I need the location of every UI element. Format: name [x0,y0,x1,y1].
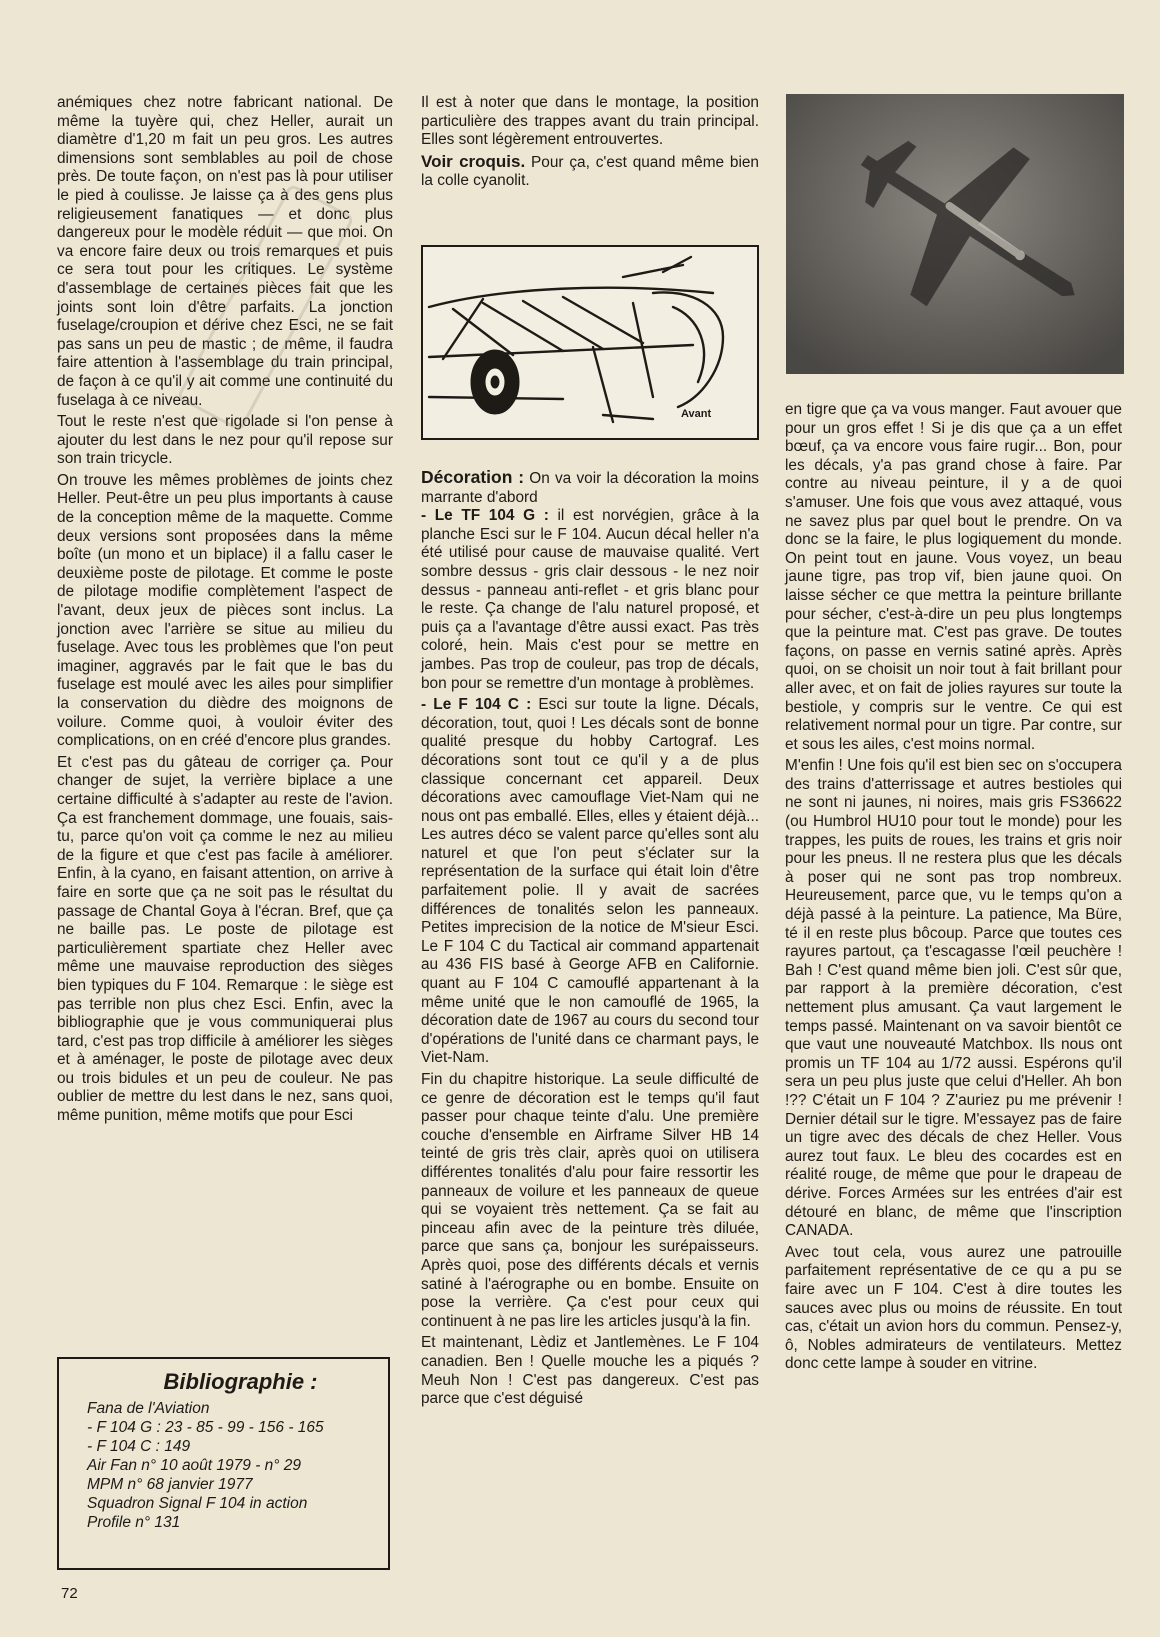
tf104g-heading: - Le TF 104 G : [421,507,549,525]
paragraph: M'enfin ! Une fois qu'il est bien sec on s'occupera des trains d'atterrissage et autres bestioles qui ne sont ni jaunes, ni noires, mais gris FS36622 (ou Humbrol HU10 pour tout le monde) pour les trappes, les puits de roues, les trains et gris noir pour les pneus. Il ne restera plus que les décals à poser qui ne sont pas trop nombreux. Heureusement, parce que, vu le temps qu'on a déjà passé à la peinture. La patience, Ma Büre, té il en reste plus bôcoup. Parce que toutes ces rayures partout, ça t'escagasse l'œil peuchère ! Bah ! C'est quand même bien joli. C'est sûr que, par rapport à la première décoration, c'est nettement plus amusant. Ça vaut largement le temps passé. Maintenant on va savoir bientôt ce que vaut une nouveauté Matchbox. Ils nous ont promis un TF 104 au 1/72 aussi. Espérons qu'il sera un peu plus juste que celui d'Heller. Ah bon !?? C'était un F 104 ? Z'auriez pu me prévenir ! Dernier détail sur le tigre. M'essayez pas de faire un tigre avec des décals de chez Heller. Vous aurez tout faux. Le bleu des cocardes est en réalité rouge, de même que pour le drapeau de dérive. Forces Armées sur les entrées d'air est détouré en blanc, de même que l'inscription CANADA. [785,757,1122,1240]
photo-aircraft-silhouette [786,94,1124,374]
paragraph: On trouve les mêmes problèmes de joints chez Heller. Peut-être un peu plus importants à cause de la conception même de la maquette. Comme deux versions sont proposées dans la même boîte (un mono et un biplace) il a fallu caser le deuxième poste de pilotage. Et comme le poste de pilotage modifie complètement l'aspect de l'avant, deux jeux de pièces sont inclus. La jonction avec l'arrière se situe au milieu du fuselage. Avec tous les problèmes que l'on peut imaginer, aggravés par le fait que le bas du fuselage est moulé avec les ailes pour simplifier la conservation du dièdre des moignons de voilure. Comme quoi, à vouloir éviter des complications, on en créé d'encore plus grandes. [57,471,393,750]
paragraph: Avec tout cela, vous aurez une patrouille parfaitement représentative de ce qu a pu se faire avec un F 104. C'est à dire toutes les sauces avec plus ou moins de réussite. En tout cas, c'était un avion hors du commun. Pensez-y, ô, Nobles admirateurs de ventilateurs. Mettez donc cette lampe à souder en vitrine. [785,1243,1122,1373]
paragraph: Fin du chapitre historique. La seule difficulté de ce genre de décoration est le temps qu'il faut passer pour chaque teinte d'alu. Une première couche d'ensemble en Airframe Silver HB 14 teinté de gris très clair, après quoi on utilisera différentes tonalités d'alu pour faire ressortir les panneaux de voilure et les panneaux de queue qui se voyaient très nettement. Ça se fait au pinceau afin avec de la peinture très diluée, parce que sans ça, bonjour les surépaisseurs. Après quoi, pose des différents décals et vernis satiné à l'aérographe ou en bombe. Ensuite on pose la verrière. Ça c'est pour ceux qui continuent à ne pas lire les articles jusqu'à la fin. [421,1071,759,1330]
paragraph: Et maintenant, Lèdiz et Jantlemènes. Le F 104 canadien. Ben ! Quelle mouche les a piqués ? Meuh Non ! C'est pas dangereux. C'est pas parce que c'est déguisé [421,1334,759,1408]
bibliography-title: Bibliographie : [163,1369,318,1394]
article-column-1 [57,94,393,1129]
tf104g-text: il est norvégien, grâce à la planche Esci sur le F 104. Aucun décal heller n'a été utilisé pour cause de mauvaise qualité. Vert sombre dessus - gris clair dessous - le nez noir dessus - panneau anti-reflet - et gris blanc pour le reste. Ça change de l'alu naturel proposé, et puis ça a l'avantage d'être aussi exact. Pas très coloré, hein. Mais c'est pour se mettre en jambes. Pas trop de couleur, pas trop de décals, bon pour se remettre d'un montage à problèmes. [421,507,760,692]
paragraph: en tigre que ça va vous manger. Faut avouer que pour un gros effet ! Si je dis que ça a un effet bœuf, ça va encore vous faire rugir... Bon, pour les décals, y'a pas grand chose à faire. Par contre au niveau peinture, il y a de quoi s'amuser. Une fois que vous avez attaqué, vous ne savez plus par quel bout le prendre. On va donc se la faire, le plus logiquement du monde. On peint tout en jaune. Vous voyez, un beau jaune tigre, pas trop vif, bien jaune quoi. On laisse sécher ce que mettra la peinture brillante pour sécher, c'est-à-dire un peu plus longtemps que la peinture mat. C'est pas grave. De toutes façons, on passe en vernis satiné après. Après quoi, on se choisit un noir tout à fait brillant pour aller avec, et on fait de jolies rayures sur toute la bestiole, y compris sur le ventre. Ce qui est relativement normal pour un tigre. Par contre, sur et sous les ailes, c'est moins normal. [785,401,1122,753]
bibliography-entry: Fana de l'Aviation [87,1400,210,1417]
bibliography-entry: - F 104 G : 23 - 85 - 99 - 156 - 165 [87,1419,324,1436]
paragraph [421,696,759,1068]
paragraph: anémiques chez notre fabricant national. De même la tuyère qui, chez Heller, aurait un diamètre d'1,20 m fait un peu gros. Les autres dimensions sont semblables au poil de chose près. De toute façon, on n'est pas là pour utiliser le pied à coulisse. Je laisse ça à des gens plus religieusement fanatiques — et donc plus dangereux pour le modèle réduit — que moi. On va encore faire deux ou trois remarques et puis ce sera tout pour les critiques. Le système d'assemblage de certaines pièces fait que les joints sont loin d'être parfaits. La jonction fuselage/croupion et dérive chez Esci, ne se fait pas sans un peu de mastic ; de même, il faudra faire attention à l'assemblage du train principal, de façon à ce qu'il y ait comme une continuité du fuselaga à ce niveau. [57,94,393,409]
bibliography-box [57,1357,390,1570]
f104c-text: Esci sur toute la ligne. Décals, décoration, tout, quoi ! Les décals sont de bonne qualité presque du hobby Cartograf. Les décorations sont tout ce qu'il y a de plus classique concernant cet appareil. Deux décorations avec camouflage Viet-Nam qui ne nous ont pas emballé. Elles, elles y étaient déjà... Les autres déco se valent parce qu'elles sont alu naturel et que l'on peut s'éclater sur la représentation de la surface qui était loin d'être parfaitement polie. Il y avait de sacrées différences de tonalités selon les panneaux. Petites imprecision de la notice de M'sieur Esci. Le F 104 C du Tactical air command appartenait au 436 FIS basé à George AFB en Californie. quant au F 104 C camouflé appartenant à la même unité que le non camouflé de 1965, la décoration date de 1967 au cours du second tour d'opérations de l'unité dans ce charmant pays, le Viet-Nam. [421,696,759,1067]
sketch-drawing [423,247,757,438]
sketch-label: Avant [681,408,712,420]
bibliography-entry: - F 104 C : 149 [87,1438,191,1455]
paragraph: Tout le reste n'est que rigolade si l'on pense à ajouter du lest dans le nez pour qu'il repose sur son train tricycle. [57,413,393,468]
paragraph [421,153,759,191]
f104c-heading: - Le F 104 C : [421,696,532,714]
article-column-2-top [421,94,759,194]
bibliography-entry: Squadron Signal F 104 in action [87,1495,308,1512]
bibliography-entry: Air Fan n° 10 août 1979 - n° 29 [87,1457,302,1474]
landing-gear-sketch [421,245,759,440]
aircraft-photo [786,94,1124,374]
section-heading: Décoration : [421,467,525,487]
paragraph [421,468,759,693]
article-column-3 [785,401,1122,1377]
section-intro: On va voir la décoration la moins marrante d'abord [421,470,759,506]
voir-croquis-text: Pour ça, c'est quand même bien la colle cyanolit. [421,153,759,190]
article-column-2-decoration [421,468,759,1412]
voir-croquis-lead: Voir croquis. [421,151,526,171]
page-number: 72 [61,1585,78,1602]
paragraph: Il est à noter que dans le montage, la position particulière des trappes avant du train principal. Elles sont légèrement entrouvertes. [421,94,759,149]
paragraph: Et c'est pas du gâteau de corriger ça. Pour changer de sujet, la verrière biplace a une certaine difficulté à s'adapter au reste de l'avion. Ça est franchement dommage, une fouais, sais-tu, parce qu'on voit ça comme le nez au milieu de la figure et que c'est pas facile à améliorer. Enfin, à la cyano, en faisant attention, on arrive à faire en sorte que ça ne soit pas le résultat du passage de Chantal Goya à l'écran. Bref, que ça ne baille pas. Le poste de pilotage est particulièrement spartiate chez Heller avec même une mauvaise reproduction des sièges bien typiques du F 104. Remarque : le siège est pas terrible non plus chez Esci. Enfin, avec la bibliographie que je vous communiquerai plus tard, c'est pas trop difficile à améliorer les sièges et à aménager, le poste de pilotage avec deux ou trois bidules et un peu de couleur. Ne pas oublier de mettre du lest dans le nez, sans quoi, même punition, même motifs que pour Esci [57,753,393,1125]
bibliography-entry: Profile n° 131 [87,1514,181,1531]
bibliography-entry: MPM n° 68 janvier 1977 [87,1476,253,1493]
